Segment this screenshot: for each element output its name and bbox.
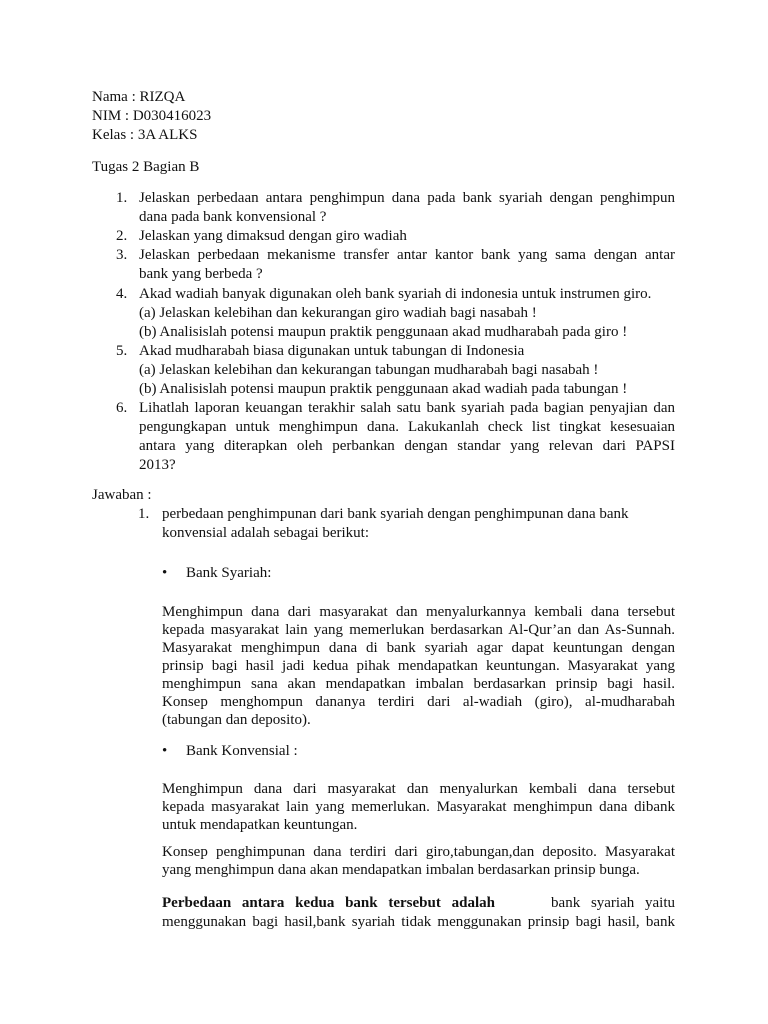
question-text-line: Jelaskan perbedaan mekanisme transfer antar kantor bank yang sama dengan antar	[139, 247, 675, 263]
paragraph-line: menggunakan bagi hasil,bank syariah tidak menggunakan prinsip bagi hasil, bank	[162, 914, 675, 930]
question-number: 3.	[116, 247, 128, 263]
question-text-line: (a) Jelaskan kelebihan dan kekurangan giro wadiah bagi nasabah !	[139, 305, 537, 321]
task-title: Tugas 2 Bagian B	[92, 159, 200, 175]
syariah-heading: Bank Syariah:	[186, 565, 272, 581]
paragraph-line: menghimpun sana akan mendapatkan imbalan berdasarkan prinsip bagi hasil.	[162, 676, 675, 692]
answer-intro-line: perbedaan penghimpunan dari bank syariah dengan penghimpunan dana bank	[162, 506, 629, 522]
bullet-icon: •	[162, 743, 168, 759]
student-name: Nama : RIZQA	[92, 89, 186, 105]
paragraph-line: kepada masyarakat lain yang memerlukan. Masyarakat menghimpun dana dibank	[162, 799, 675, 815]
question-text-line: Jelaskan perbedaan antara penghimpun dana pada bank syariah dengan penghimpun	[139, 190, 675, 206]
paragraph-line: Konsep menghompun dananya terdiri dari al-wadiah (giro), al-mudharabah	[162, 694, 675, 710]
question-text-line: Lihatlah laporan keuangan terakhir salah satu bank syariah pada bagian penyajian dan	[139, 400, 675, 416]
bullet-icon: •	[162, 565, 168, 581]
paragraph-line: Konsep penghimpunan dana terdiri dari giro,tabungan,dan deposito. Masyarakat	[162, 844, 675, 860]
question-text-line: 2013?	[139, 457, 176, 473]
answer-number: 1.	[138, 506, 150, 522]
paragraph-line	[162, 894, 675, 913]
question-number: 5.	[116, 343, 128, 359]
question-text-line: Akad wadiah banyak digunakan oleh bank syariah di indonesia untuk instrumen giro.	[139, 286, 652, 302]
question-text-line: antara yang diterapkan oleh perbankan dengan standar yang relevan dari PAPSI	[139, 438, 675, 454]
paragraph-line: yang menghimpun dana akan mendapatkan imbalan berdasarkan prinsip bunga.	[162, 862, 640, 878]
question-text-line: Akad mudharabah biasa digunakan untuk tabungan di Indonesia	[139, 343, 525, 359]
answer-intro-line: konvensial adalah sebagai berikut:	[162, 525, 370, 541]
question-text-line: dana pada bank konvensional ?	[139, 209, 327, 225]
paragraph-line: untuk mendapatkan keuntungan.	[162, 817, 358, 833]
student-nim: NIM : D030416023	[92, 108, 212, 124]
question-number: 4.	[116, 286, 128, 302]
question-text-line: (b) Analisislah potensi maupun praktik penggunaan akad mudharabah pada giro !	[139, 324, 628, 340]
paragraph-line: Menghimpun dana dari masyarakat dan menyalurkan kembali dana tersebut	[162, 781, 675, 797]
question-number: 2.	[116, 228, 128, 244]
student-class: Kelas : 3A ALKS	[92, 127, 198, 143]
question-text-line: (a) Jelaskan kelebihan dan kekurangan tabungan mudharabah bagi nasabah !	[139, 362, 599, 378]
paragraph-line: Masyarakat menghimpun dana di bank syariah agar dapat keuntungan dengan	[162, 640, 675, 656]
question-text-line: Jelaskan yang dimaksud dengan giro wadiah	[139, 228, 407, 244]
question-number: 6.	[116, 400, 128, 416]
paragraph-line: prinsip bagi hasil jadi kedua pihak mendapatkan keuntungan. Masyarakat yang	[162, 658, 675, 674]
paragraph-line: kepada masyarakat lain yang memerlukan berdasarkan Al-Qur’an dan As-Sunnah.	[162, 622, 675, 638]
question-text-line: (b) Analisislah potensi maupun praktik penggunaan akad wadiah pada tabungan !	[139, 381, 628, 397]
question-text-line: bank yang berbeda ?	[139, 266, 263, 282]
question-number: 1.	[116, 190, 128, 206]
answer-label: Jawaban :	[92, 487, 152, 503]
perbedaan-text: bank syariah yaitu	[551, 895, 675, 911]
question-text-line: pengungkapan untuk menghimpun dana. Lakukanlah check list tingkat kesesuaian	[139, 419, 675, 435]
paragraph-line: (tabungan dan deposito).	[162, 712, 311, 728]
konvensional-heading: Bank Konvensial :	[186, 743, 298, 759]
paragraph-line: Menghimpun dana dari masyarakat dan menyalurkannya kembali dana tersebut	[162, 604, 675, 620]
perbedaan-bold-text: Perbedaan antara kedua bank tersebut adalah	[162, 895, 495, 911]
